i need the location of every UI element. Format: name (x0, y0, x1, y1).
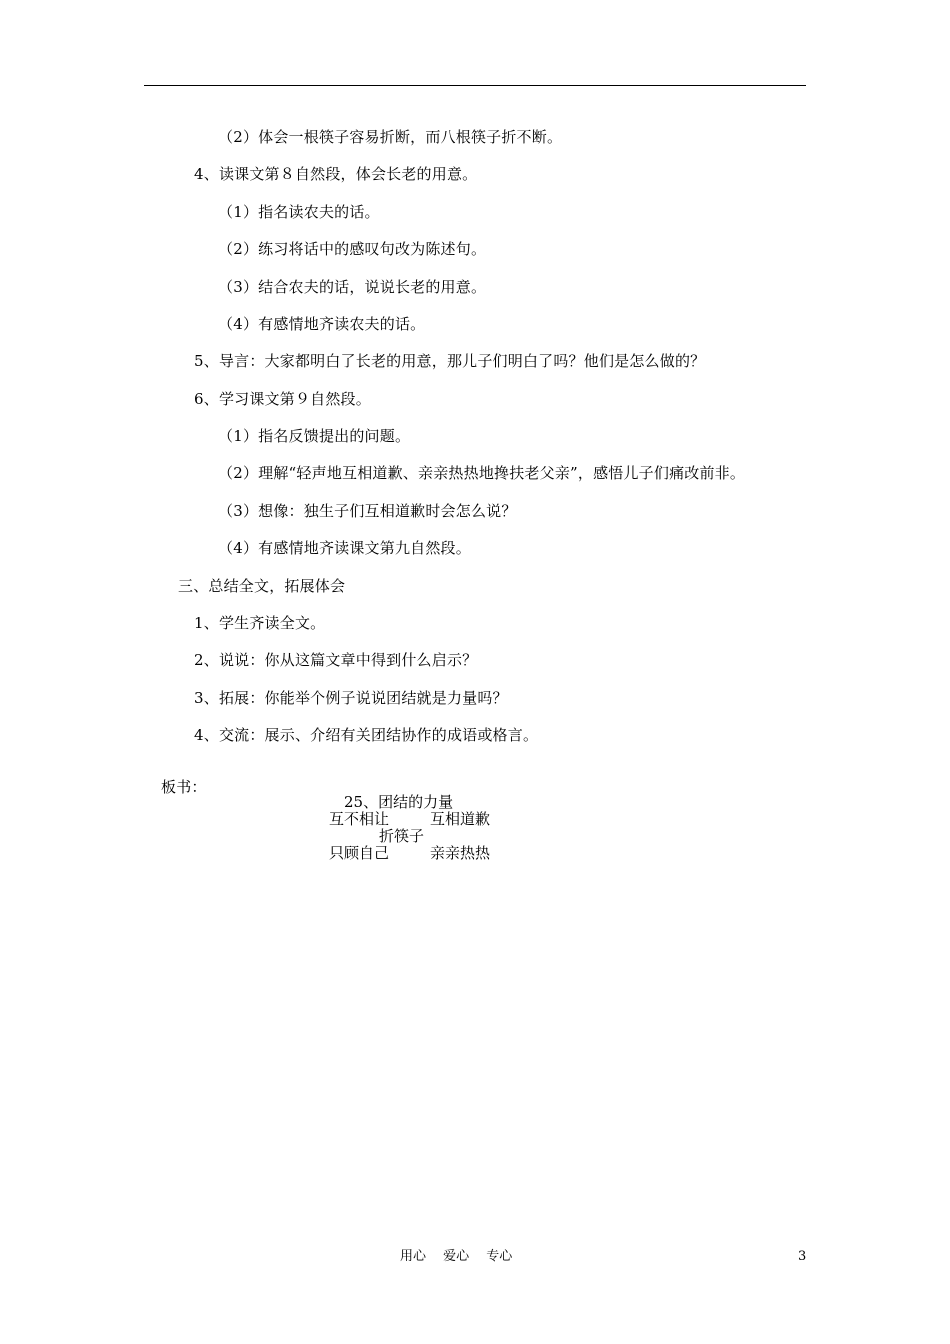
text-line: （3）想像：独生子们互相道歉时会怎么说？ (218, 502, 517, 520)
blackboard-left-bottom: 只顾自己 (329, 844, 390, 862)
text-line: 6、学习课文第９自然段。 (194, 390, 371, 408)
text-line: 2、说说：你从这篇文章中得到什么启示？ (194, 651, 478, 669)
text-line: 4、读课文第８自然段，体会长老的用意。 (194, 165, 478, 183)
blackboard-title: 25、团结的力量 (344, 793, 454, 811)
footer-motto: 用心 爱心 专心 (400, 1249, 513, 1264)
text-line: （2）练习将话中的感叹句改为陈述句。 (218, 240, 487, 258)
text-line: （2）体会一根筷子容易折断，而八根筷子折不断。 (218, 128, 563, 146)
text-line: 3、拓展：你能举个例子说说团结就是力量吗？ (194, 689, 508, 707)
text-line: （4）有感情地齐读农夫的话。 (218, 315, 426, 333)
blackboard-middle: 折筷子 (379, 827, 425, 845)
text-line: （1）指名反馈提出的问题。 (218, 427, 411, 445)
blackboard-left-top: 互不相让 (329, 810, 390, 828)
blackboard-label: 板书： (161, 778, 207, 796)
text-line: （3）结合农夫的话，说说长老的用意。 (218, 278, 487, 296)
blackboard-right-bottom: 亲亲热热 (430, 844, 491, 862)
text-line: （2）理解“轻声地互相道歉、亲亲热热地搀扶老父亲”，感悟儿子们痛改前非。 (218, 464, 746, 482)
blackboard-right-top: 互相道歉 (430, 810, 491, 828)
text-line: （4）有感情地齐读课文第九自然段。 (218, 539, 471, 557)
page-number: 3 (798, 1249, 807, 1264)
text-line: 1、学生齐读全文。 (194, 614, 326, 632)
text-line: 4、交流：展示、介绍有关团结协作的成语或格言。 (194, 726, 539, 744)
text-line: （1）指名读农夫的话。 (218, 203, 380, 221)
header-rule (144, 85, 806, 86)
text-line: 5、导言：大家都明白了长老的用意，那儿子们明白了吗？他们是怎么做的？ (194, 352, 706, 370)
section-heading: 三、总结全文，拓展体会 (178, 577, 346, 595)
